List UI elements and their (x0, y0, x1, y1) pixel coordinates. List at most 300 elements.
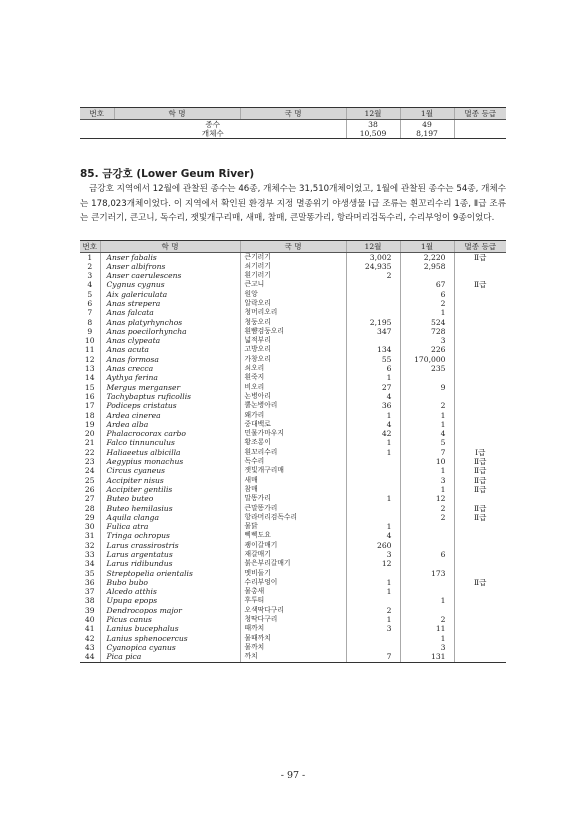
january-count: 728 (400, 327, 454, 336)
table-row (80, 531, 506, 540)
korean-name: 물때까치 (240, 634, 346, 643)
row-number: 36 (84, 577, 95, 587)
header-scientific-name: 학 명 (114, 108, 240, 120)
row-number: 30 (84, 522, 95, 532)
korean-name: 후투티 (240, 596, 346, 605)
korean-name: 항라머리검독수리 (240, 513, 346, 522)
table-row (80, 345, 506, 354)
table-row (80, 318, 506, 327)
korean-name: 알락오리 (240, 299, 346, 308)
january-count (400, 531, 454, 540)
scientific-name: Larus ridibundus (100, 559, 240, 568)
endangered-grade (454, 364, 506, 373)
january-count: 6 (400, 290, 454, 299)
table-row (80, 364, 506, 373)
december-count (346, 634, 400, 643)
endangered-grade (454, 550, 506, 559)
korean-name: 참매 (240, 485, 346, 494)
scientific-name: Anas clypeata (100, 336, 240, 345)
korean-name: 오색딱다구리 (240, 606, 346, 615)
december-count: 24,935 (346, 262, 400, 271)
january-count (400, 522, 454, 531)
january-count: 2 (400, 615, 454, 624)
endangered-grade: Ⅱ급 (454, 578, 506, 587)
korean-name: 쇠기러기 (240, 262, 346, 271)
korean-name: 큰말똥가리 (240, 504, 346, 513)
row-number: 32 (84, 540, 95, 550)
korean-name: 흰꼬리수리 (240, 448, 346, 457)
january-count: 67 (400, 280, 454, 289)
korean-name: 청둥오리 (240, 318, 346, 327)
row-number: 5 (87, 289, 93, 299)
scientific-name: Aegypius monachus (100, 457, 240, 466)
scientific-name: Anas platyrhynchos (100, 318, 240, 327)
january-count: 1 (400, 308, 454, 317)
endangered-grade: Ⅱ급 (454, 457, 506, 466)
december-count: 1 (346, 373, 400, 382)
december-count (346, 485, 400, 494)
table-row (80, 448, 506, 457)
table-row (80, 513, 506, 522)
december-count: 4 (346, 392, 400, 401)
summary-header-row (80, 108, 506, 120)
december-count (346, 596, 400, 605)
korean-name: 멧비둘기 (240, 569, 346, 578)
january-count (400, 606, 454, 615)
scientific-name: Larus argentatus (100, 550, 240, 559)
row-number: 10 (84, 336, 95, 346)
row-number: 8 (87, 317, 93, 327)
january-count (400, 271, 454, 280)
december-count (346, 513, 400, 522)
endangered-grade (454, 615, 506, 624)
endangered-grade (454, 531, 506, 540)
table-row (80, 420, 506, 429)
table-row (80, 271, 506, 280)
december-count: 1 (346, 411, 400, 420)
december-count (346, 299, 400, 308)
row-number: 35 (84, 568, 95, 578)
january-count (400, 559, 454, 568)
section-paragraph: 금강호 지역에서 12월에 관찰된 종수는 46종, 개체수는 31,510개체이었고, 1월에 관찰된 종수는 54종, 개체수는 178,023개체이었다. 이 지역에서 확인된 환경부 지정 멸종위기 야생생물 Ⅰ급 조류는 흰꼬리수리 1종, Ⅱ급 조류는 큰기러기, 큰고니, 독수리, 잿빛개구리매, 새매, 참매, 큰말똥가리, 항라머리검독수리, 수리부엉이 9종이었다. (80, 184, 506, 224)
january-count: 1 (400, 485, 454, 494)
korean-name: 큰기러기 (240, 252, 346, 262)
table-row (80, 373, 506, 382)
december-count: 1 (346, 615, 400, 624)
table-row (80, 327, 506, 336)
endangered-grade (454, 634, 506, 643)
korean-name: 때까치 (240, 624, 346, 633)
korean-name: 왜가리 (240, 411, 346, 420)
january-count: 7 (400, 448, 454, 457)
january-count: 3 (400, 336, 454, 345)
row-number: 3 (87, 271, 93, 281)
scientific-name: Podiceps cristatus (100, 401, 240, 410)
table-row (80, 401, 506, 410)
table-row (80, 476, 506, 485)
january-count: 131 (400, 652, 454, 662)
table-row (80, 550, 506, 559)
table-row (80, 578, 506, 587)
january-count (400, 392, 454, 401)
row-number: 14 (84, 373, 95, 383)
december-count: 260 (346, 541, 400, 550)
january-count: 5 (400, 438, 454, 447)
scientific-name: Tringa ochropus (100, 531, 240, 540)
korean-name: 물까치 (240, 643, 346, 652)
header-number: 번호 (80, 241, 100, 253)
december-count: 3,002 (346, 252, 400, 262)
december-count (346, 457, 400, 466)
header-december: 12월 (346, 241, 400, 253)
scientific-name: Anas formosa (100, 355, 240, 364)
december-count (346, 308, 400, 317)
endangered-grade (454, 401, 506, 410)
scientific-name: Aix galericulata (100, 290, 240, 299)
endangered-grade: Ⅱ급 (454, 504, 506, 513)
row-number: 17 (84, 401, 95, 411)
header-korean-name: 국 명 (240, 108, 346, 120)
korean-name: 괭이갈매기 (240, 541, 346, 550)
row-number: 27 (84, 494, 95, 504)
scientific-name: Lanius bucephalus (100, 624, 240, 633)
endangered-grade (454, 606, 506, 615)
korean-name: 물총새 (240, 587, 346, 596)
table-row (80, 290, 506, 299)
scientific-name: Picus canus (100, 615, 240, 624)
december-count: 7 (346, 652, 400, 662)
row-number: 22 (84, 447, 95, 457)
scientific-name: Cyanopica cyanus (100, 643, 240, 652)
row-number: 15 (84, 382, 95, 392)
row-number: 28 (84, 503, 95, 513)
row-number: 19 (84, 419, 95, 429)
species-january: 49 (400, 119, 454, 129)
table-row (80, 355, 506, 364)
scientific-name: Streptopelia orientalis (100, 569, 240, 578)
january-count (400, 541, 454, 550)
table-row (80, 485, 506, 494)
header-endangered-grade: 멸종 등급 (454, 241, 506, 253)
row-number: 29 (84, 512, 95, 522)
scientific-name: Circus cyaneus (100, 466, 240, 475)
december-count (346, 336, 400, 345)
row-number: 9 (87, 326, 93, 336)
row-number: 41 (84, 624, 95, 634)
korean-name: 잿빛개구리매 (240, 466, 346, 475)
korean-name: 뿔논병아리 (240, 401, 346, 410)
december-count: 347 (346, 327, 400, 336)
korean-name: 원앙 (240, 290, 346, 299)
endangered-grade (454, 643, 506, 652)
header-korean-name: 국 명 (240, 241, 346, 253)
korean-name: 붉은부리갈매기 (240, 559, 346, 568)
count-grade (454, 129, 506, 139)
header-endangered-grade: 멸종 등급 (454, 108, 506, 120)
table-row (80, 634, 506, 643)
scientific-name: Upupa epops (100, 596, 240, 605)
january-count: 1 (400, 466, 454, 475)
january-count: 3 (400, 476, 454, 485)
december-count (346, 569, 400, 578)
december-count: 36 (346, 401, 400, 410)
december-count: 2 (346, 271, 400, 280)
january-count: 1 (400, 420, 454, 429)
endangered-grade: Ⅱ급 (454, 280, 506, 289)
december-count: 6 (346, 364, 400, 373)
endangered-grade (454, 559, 506, 568)
row-number: 21 (84, 438, 95, 448)
korean-name: 까치 (240, 652, 346, 662)
endangered-grade (454, 355, 506, 364)
scientific-name: Anser albifrons (100, 262, 240, 271)
scientific-name: Anser fabalis (100, 252, 240, 262)
table-row (80, 624, 506, 633)
header-number: 번호 (80, 108, 114, 120)
december-count: 3 (346, 550, 400, 559)
korean-name: 황조롱이 (240, 438, 346, 447)
january-count: 6 (400, 550, 454, 559)
endangered-grade (454, 392, 506, 401)
header-scientific-name: 학 명 (100, 241, 240, 253)
species-total-label: 종수 (205, 119, 221, 129)
december-count: 27 (346, 383, 400, 392)
count-total-label: 개체수 (80, 129, 346, 139)
december-count (346, 280, 400, 289)
table-row (80, 252, 506, 262)
january-count: 173 (400, 569, 454, 578)
header-january: 1월 (400, 108, 454, 120)
december-count: 3 (346, 624, 400, 633)
december-count: 12 (346, 559, 400, 568)
row-number: 24 (84, 466, 95, 476)
korean-name: 가창오리 (240, 355, 346, 364)
table-row (80, 336, 506, 345)
table-row (80, 652, 506, 662)
december-count: 1 (346, 438, 400, 447)
korean-name: 수리부엉이 (240, 578, 346, 587)
row-number: 26 (84, 484, 95, 494)
row-number: 23 (84, 457, 95, 467)
table-row (80, 299, 506, 308)
january-count: 170,000 (400, 355, 454, 364)
endangered-grade (454, 327, 506, 336)
row-number: 44 (80, 652, 100, 662)
endangered-grade (454, 383, 506, 392)
table-row (80, 587, 506, 596)
korean-name: 물닭 (240, 522, 346, 531)
table-row (80, 559, 506, 568)
species-total-row (80, 119, 506, 129)
korean-name: 논병아리 (240, 392, 346, 401)
endangered-grade (454, 290, 506, 299)
row-number: 40 (84, 615, 95, 625)
january-count (400, 578, 454, 587)
section-title: 85. 금강호 (Lower Geum River) (80, 168, 255, 180)
scientific-name: Anas strepera (100, 299, 240, 308)
scientific-name: Anas falcata (100, 308, 240, 317)
january-count: 2 (400, 504, 454, 513)
december-count (346, 290, 400, 299)
row-number: 6 (87, 298, 93, 308)
january-count: 9 (400, 383, 454, 392)
scientific-name: Ardea alba (100, 420, 240, 429)
row-number: 42 (84, 633, 95, 643)
species-december: 38 (346, 119, 400, 129)
january-count: 524 (400, 318, 454, 327)
scientific-name: Anas poecilorhyncha (100, 327, 240, 336)
table-row (80, 504, 506, 513)
table-row (80, 643, 506, 652)
december-count: 134 (346, 345, 400, 354)
january-count: 2,958 (400, 262, 454, 271)
scientific-name: Larus crassirostris (100, 541, 240, 550)
endangered-grade (454, 308, 506, 317)
table-row (80, 569, 506, 578)
scientific-name: Tachybaptus ruficollis (100, 392, 240, 401)
december-count: 2,195 (346, 318, 400, 327)
table-row (80, 383, 506, 392)
endangered-grade (454, 411, 506, 420)
endangered-grade (454, 299, 506, 308)
endangered-grade (454, 587, 506, 596)
row-number: 4 (87, 280, 93, 290)
table-row (80, 262, 506, 271)
table-row (80, 438, 506, 447)
endangered-grade (454, 318, 506, 327)
endangered-grade (454, 420, 506, 429)
endangered-grade: Ⅱ급 (454, 476, 506, 485)
count-january: 8,197 (400, 129, 454, 139)
january-count: 2,220 (400, 252, 454, 262)
january-count (400, 373, 454, 382)
scientific-name: Anser caerulescens (100, 271, 240, 280)
endangered-grade (454, 624, 506, 633)
scientific-name: Anas acuta (100, 345, 240, 354)
january-count: 1 (400, 596, 454, 605)
scientific-name: Buteo hemilasius (100, 504, 240, 513)
december-count: 1 (346, 494, 400, 503)
january-count: 2 (400, 299, 454, 308)
korean-name: 새매 (240, 476, 346, 485)
table-row (80, 280, 506, 289)
korean-name: 흰기러기 (240, 271, 346, 280)
row-number: 16 (84, 391, 95, 401)
korean-name: 흰죽지 (240, 373, 346, 382)
row-number: 31 (84, 531, 95, 541)
row-number: 33 (84, 550, 95, 559)
endangered-grade (454, 336, 506, 345)
january-count: 235 (400, 364, 454, 373)
endangered-grade (454, 438, 506, 447)
scientific-name: Lanius sphenocercus (100, 634, 240, 643)
december-count: 55 (346, 355, 400, 364)
december-count: 1 (346, 587, 400, 596)
page-number: - 97 - (280, 770, 306, 781)
header-december: 12월 (346, 108, 400, 120)
scientific-name: Ardea cinerea (100, 411, 240, 420)
scientific-name: Haliaeetus albicilla (100, 448, 240, 457)
row-number: 1 (87, 252, 93, 262)
endangered-grade: Ⅱ급 (454, 485, 506, 494)
row-number: 2 (87, 261, 93, 271)
scientific-name: Anas crecca (100, 364, 240, 373)
row-number: 11 (84, 345, 95, 355)
row-number: 25 (84, 475, 95, 485)
scientific-name: Accipiter nisus (100, 476, 240, 485)
endangered-grade: Ⅱ급 (454, 513, 506, 522)
row-number: 20 (84, 429, 95, 439)
january-count: 1 (400, 634, 454, 643)
row-number: 12 (84, 354, 95, 364)
summary-table-previous (80, 107, 506, 139)
endangered-grade (454, 271, 506, 280)
korean-name: 말똥가리 (240, 494, 346, 503)
row-number: 13 (84, 364, 95, 374)
december-count (346, 643, 400, 652)
table-row (80, 466, 506, 475)
korean-name: 넓적부리 (240, 336, 346, 345)
december-count: 4 (346, 420, 400, 429)
december-count: 42 (346, 429, 400, 438)
december-count (346, 466, 400, 475)
endangered-grade (454, 345, 506, 354)
endangered-grade (454, 569, 506, 578)
korean-name: 고방오리 (240, 345, 346, 354)
december-count: 2 (346, 606, 400, 615)
scientific-name: Cygnus cygnus (100, 280, 240, 289)
january-count: 226 (400, 345, 454, 354)
table-row (80, 457, 506, 466)
endangered-grade (454, 522, 506, 531)
row-number: 18 (84, 410, 95, 420)
header-january: 1월 (400, 241, 454, 253)
december-count (346, 476, 400, 485)
korean-name: 삑삑도요 (240, 531, 346, 540)
table-row (80, 429, 506, 438)
row-number: 34 (84, 559, 95, 569)
scientific-name: Alcedo atthis (100, 587, 240, 596)
january-count: 2 (400, 401, 454, 410)
january-count (400, 587, 454, 596)
scientific-name: Dendrocopos major (100, 606, 240, 615)
december-count (346, 504, 400, 513)
species-header-row (80, 241, 506, 253)
scientific-name: Falco tinnunculus (100, 438, 240, 447)
endangered-grade (454, 596, 506, 605)
table-row (80, 606, 506, 615)
count-total-row (80, 129, 506, 139)
row-number: 7 (87, 308, 93, 318)
korean-name: 독수리 (240, 457, 346, 466)
scientific-name: Aquila clanga (100, 513, 240, 522)
korean-name: 청딱다구리 (240, 615, 346, 624)
scientific-name: Accipiter gentilis (100, 485, 240, 494)
endangered-grade (454, 652, 506, 662)
korean-name: 비오리 (240, 383, 346, 392)
table-row (80, 615, 506, 624)
table-row (80, 541, 506, 550)
scientific-name: Pica pica (100, 652, 240, 662)
korean-name: 쇠오리 (240, 364, 346, 373)
january-count: 2 (400, 513, 454, 522)
table-row (80, 522, 506, 531)
january-count: 3 (400, 643, 454, 652)
count-december: 10,509 (346, 129, 400, 139)
endangered-grade (454, 373, 506, 382)
scientific-name: Phalacrocorax carbo (100, 429, 240, 438)
scientific-name: Bubo bubo (100, 578, 240, 587)
